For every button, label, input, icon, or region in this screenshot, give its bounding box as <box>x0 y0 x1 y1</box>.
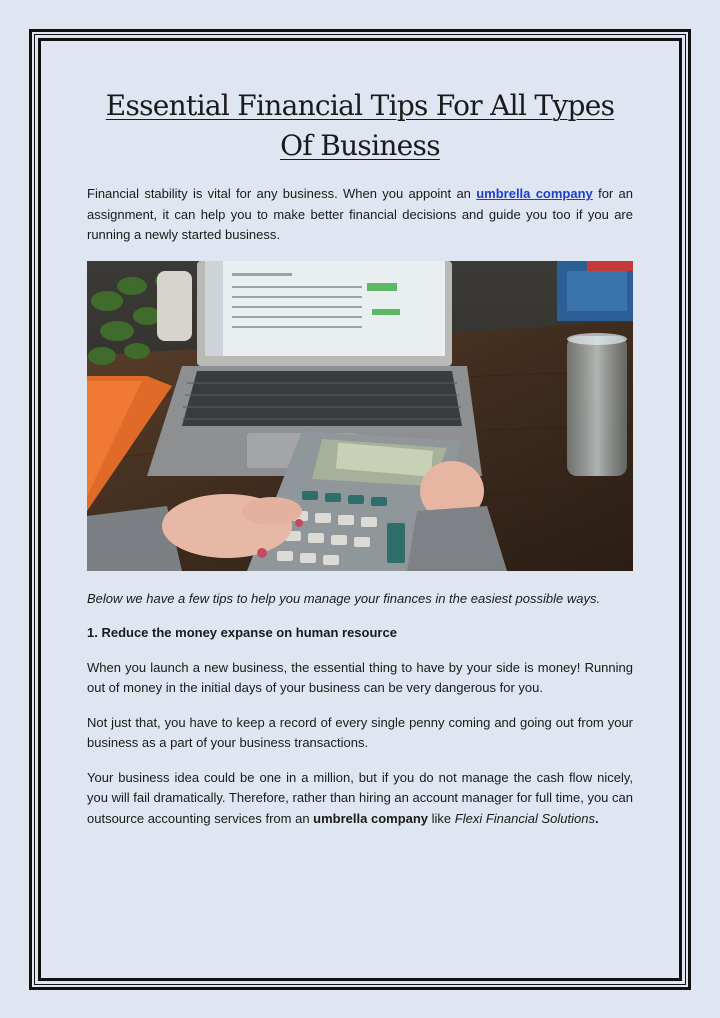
paragraph-2: Not just that, you have to keep a record of every single penny coming and going out from your business as a part of your business transactions. <box>87 714 633 750</box>
umbrella-company-bold: umbrella company <box>313 810 429 826</box>
calculator-laptop-photo <box>87 261 633 571</box>
paragraph-3 <box>87 768 633 830</box>
paragraph-1: When you launch a new business, the essential thing to have by your side is money! Running out of money in the initial days of your business can be very dangerous for you. <box>87 659 633 695</box>
intro-text-after: for an assignment, it can help you to make better financial decisions and guide you too if you are running a newly started business. <box>87 186 634 242</box>
intro-paragraph <box>87 184 633 246</box>
umbrella-company-link[interactable]: umbrella company <box>476 186 593 201</box>
title-line-2: Of Business <box>280 129 440 162</box>
document-body <box>87 86 633 843</box>
tip-1-heading: 1. Reduce the money expanse on human resource <box>87 625 397 640</box>
company-name: Flexi Financial Solutions <box>454 810 595 826</box>
paragraph-3-text: Your business idea could be one in a million, but if you do not manage the cash flow nicely, you will fail dramatically. Therefore, rather than hiring an account manager for full time, you can outsource accounting services from an <box>87 769 633 826</box>
paragraph-3-period: . <box>594 810 599 826</box>
paragraph-3-like: like <box>428 810 455 826</box>
title-line-1: Essential Financial Tips For All Types <box>105 89 615 122</box>
intro-text-before: Financial stability is vital for any business. When you appoint an <box>87 186 477 201</box>
photo-illustration <box>87 261 633 571</box>
tips-intro: Below we have a few tips to help you manage your finances in the easiest possible ways. <box>87 590 601 606</box>
page-title <box>87 86 633 166</box>
